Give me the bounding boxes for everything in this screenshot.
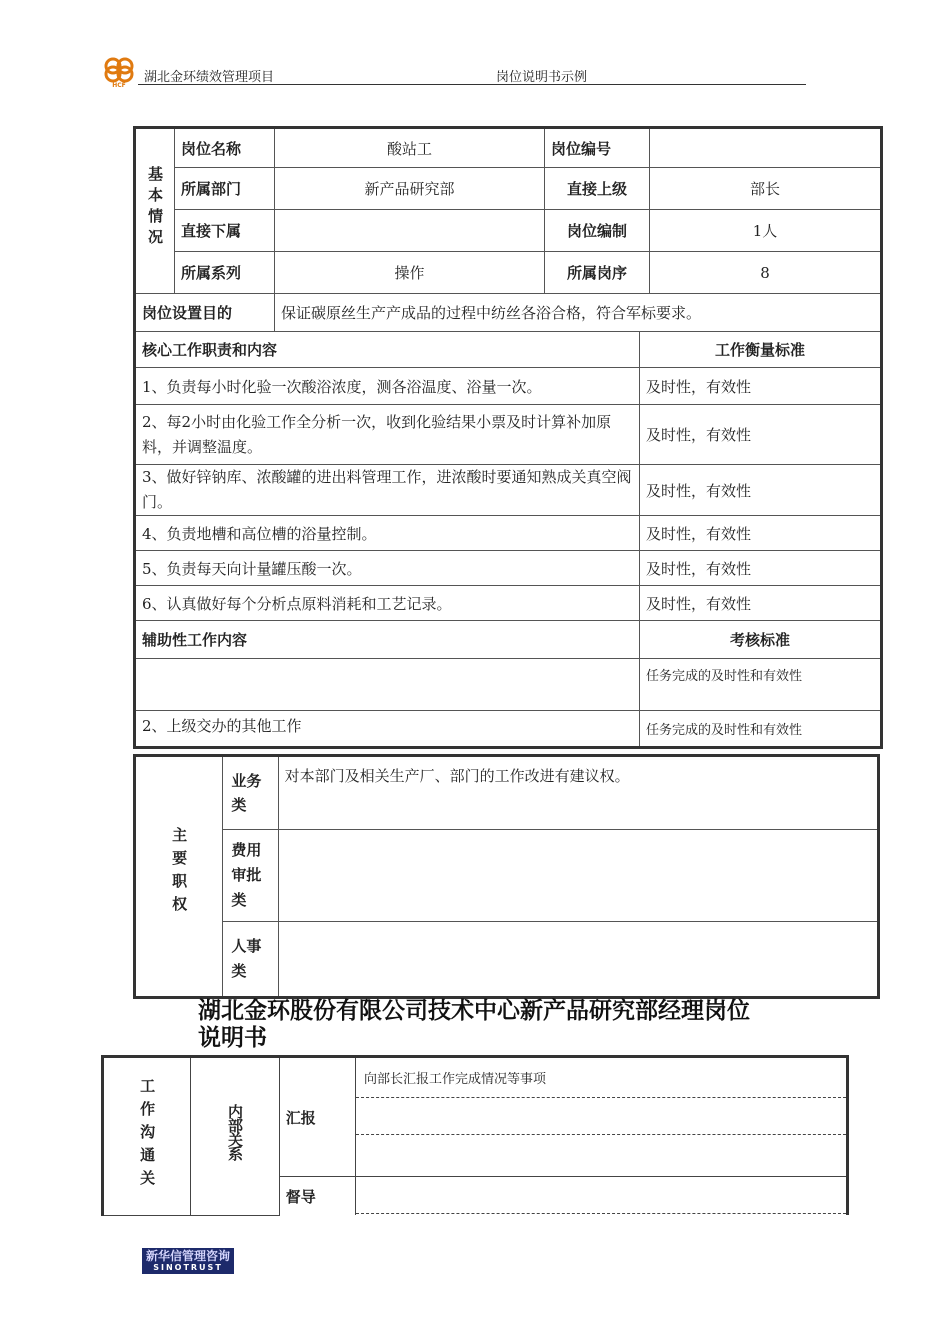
- core-header-row: [135, 332, 882, 368]
- hcf-logo: [100, 56, 138, 88]
- basic-label: 直接下属: [175, 210, 275, 252]
- aux-item: 2、上级交办的其他工作: [135, 711, 640, 748]
- sinotrust-logo: 新华信管理咨询 SINOTRUST: [142, 1248, 234, 1274]
- aux-item: [135, 659, 640, 711]
- job-description-table: [133, 126, 883, 749]
- core-standard: 及时性，有效性: [640, 405, 882, 465]
- basic-label: 所属岗序: [545, 252, 650, 294]
- header-rule: [138, 84, 806, 85]
- purpose-row: [135, 294, 882, 332]
- dashed-line: [356, 1213, 846, 1214]
- manager-job-description-title: 湖北金环股份有限公司技术中心新产品研究部经理岗位说明书: [198, 998, 750, 1051]
- communication-section-label: 工作沟通关: [103, 1057, 191, 1216]
- headcount-value: 1人: [650, 210, 882, 252]
- rank-value: 8: [650, 252, 882, 294]
- authority-row: [135, 830, 879, 922]
- basic-section-label: 基本情况: [135, 128, 175, 294]
- authority-category: 人事类: [223, 922, 278, 998]
- basic-row: [135, 252, 882, 294]
- basic-row: [135, 168, 882, 210]
- authority-content: [278, 830, 878, 922]
- aux-item-row: [135, 711, 882, 748]
- authority-category: 费用审批类: [223, 830, 278, 922]
- communication-table: [101, 1055, 849, 1216]
- core-standard: 及时性，有效性: [640, 551, 882, 586]
- core-item-row: [135, 405, 882, 465]
- basic-row: [135, 210, 882, 252]
- basic-label: 所属部门: [175, 168, 275, 210]
- document-title: 岗位说明书示例: [496, 70, 588, 85]
- supervise-label: 督导: [279, 1177, 355, 1216]
- internal-relations-label: 内部关系: [191, 1057, 279, 1216]
- dashed-line: [356, 1134, 846, 1135]
- basic-label: 直接上级: [545, 168, 650, 210]
- dashed-line: [356, 1097, 846, 1098]
- report-text: 向部长汇报工作完成情况等事项: [363, 1072, 546, 1087]
- core-standard-header: 工作衡量标准: [640, 332, 882, 368]
- basic-label: 岗位名称: [175, 128, 275, 168]
- basic-row: [135, 128, 882, 168]
- basic-label: 所属系列: [175, 252, 275, 294]
- authority-row: [135, 756, 879, 830]
- basic-label: 岗位编号: [545, 128, 650, 168]
- basic-label: 岗位编制: [545, 210, 650, 252]
- authority-table: [133, 754, 880, 999]
- core-standard: 及时性，有效性: [640, 465, 882, 516]
- core-item: 6、认真做好每个分析点原料消耗和工艺记录。: [135, 586, 640, 621]
- core-item: 3、做好锌钠库、浓酸罐的进出料管理工作，进浓酸时要通知熟成关真空阀门。: [135, 465, 640, 516]
- svg-text:HCF: HCF: [112, 82, 126, 88]
- position-number-value: [650, 128, 882, 168]
- authority-content: [278, 922, 878, 998]
- core-item-row: [135, 551, 882, 586]
- aux-header-row: [135, 621, 882, 659]
- authority-content: 对本部门及相关生产厂、部门的工作改进有建议权。: [278, 756, 878, 830]
- purpose-text: 保证碳原丝生产产成品的过程中纺丝各浴合格，符合军标要求。: [275, 294, 882, 332]
- aux-standard: 任务完成的及时性和有效性: [640, 711, 882, 748]
- core-item: 4、负责地槽和高位槽的浴量控制。: [135, 516, 640, 551]
- core-standard: 及时性，有效性: [640, 586, 882, 621]
- page-header: [100, 52, 806, 88]
- purpose-label: 岗位设置目的: [135, 294, 275, 332]
- core-item: 2、每2小时由化验工作全分析一次，收到化验结果小票及时计算补加原料，并调整温度。: [135, 405, 640, 465]
- core-header: 核心工作职责和内容: [135, 332, 640, 368]
- position-name-value: 酸站工: [275, 128, 545, 168]
- aux-item-row: [135, 659, 882, 711]
- core-item-row: [135, 465, 882, 516]
- core-standard: 及时性，有效性: [640, 368, 882, 405]
- report-label: 汇报: [279, 1057, 355, 1177]
- core-item-row: [135, 516, 882, 551]
- aux-standard-header: 考核标准: [640, 621, 882, 659]
- aux-header: 辅助性工作内容: [135, 621, 640, 659]
- department-value: 新产品研究部: [275, 168, 545, 210]
- core-item-row: [135, 368, 882, 405]
- core-item-row: [135, 586, 882, 621]
- report-content: [355, 1057, 847, 1177]
- core-standard: 及时性，有效性: [640, 516, 882, 551]
- aux-standard: 任务完成的及时性和有效性: [640, 659, 882, 711]
- supervise-content: [355, 1177, 847, 1216]
- series-value: 操作: [275, 252, 545, 294]
- supervisor-value: 部长: [650, 168, 882, 210]
- authority-section-label: 主要职权: [135, 756, 223, 998]
- core-item: 5、负责每天向计量罐压酸一次。: [135, 551, 640, 586]
- project-name: 湖北金环绩效管理项目: [144, 70, 275, 85]
- authority-row: [135, 922, 879, 998]
- subordinate-value: [275, 210, 545, 252]
- authority-category: 业务类: [223, 756, 278, 830]
- communication-row: [103, 1057, 848, 1177]
- core-item: 1、负责每小时化验一次酸浴浓度，测各浴温度、浴量一次。: [135, 368, 640, 405]
